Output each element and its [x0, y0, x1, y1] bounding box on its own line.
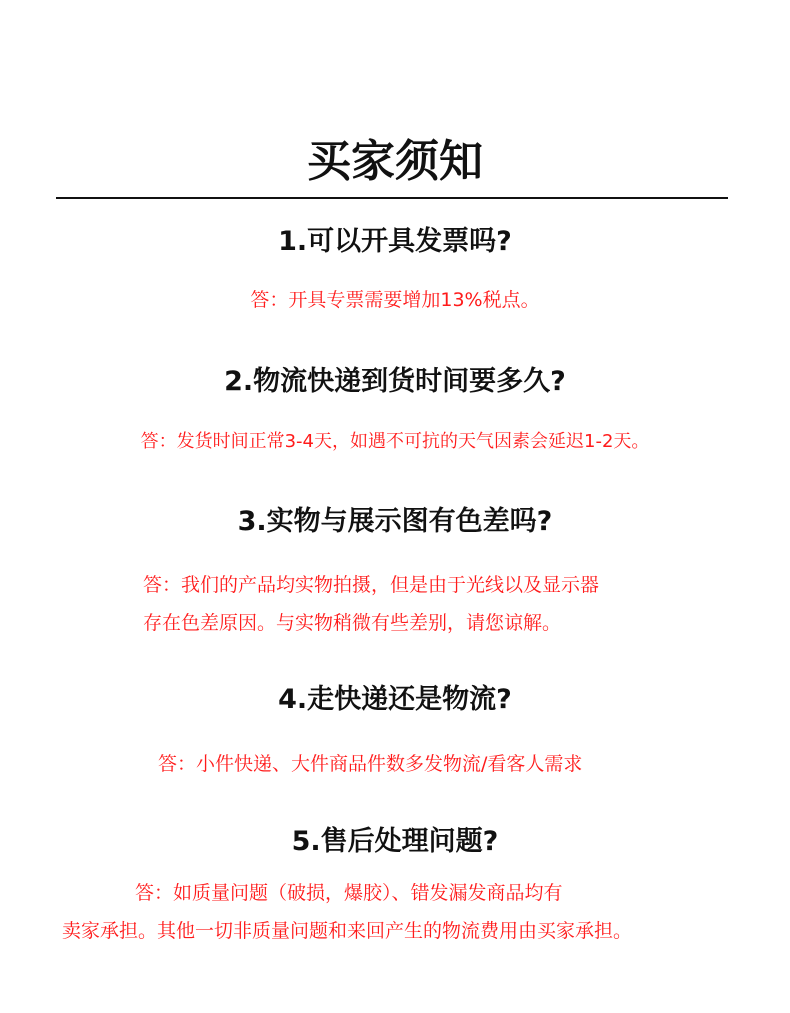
faq-answer-1: 答：开具专票需要增加13%税点。: [250, 289, 540, 311]
faq-answer-3-line-1: 答：我们的产品均实物拍摄，但是由于光线以及显示器: [143, 574, 600, 596]
faq-answer-5-line-2: 卖家承担。其他一切非质量问题和来回产生的物流费用由买家承担。: [62, 920, 633, 942]
faq-question-5: 5.售后处理问题?: [291, 826, 499, 857]
faq-question-3: 3.实物与展示图有色差吗?: [237, 506, 553, 537]
faq-answer-3-line-2: 存在色差原因。与实物稍微有些差别，请您谅解。: [143, 612, 562, 634]
page-title: 买家须知: [307, 136, 483, 187]
faq-answer-2: 答：发货时间正常3-4天，如遇不可抗的天气因素会延迟1-2天。: [140, 431, 650, 452]
faq-answer-4: 答：小件快递、大件商品件数多发物流/看客人需求: [158, 753, 583, 775]
faq-question-2: 2.物流快递到货时间要多久?: [224, 366, 566, 397]
faq-answer-5-line-1: 答：如质量问题（破损，爆胶）、错发漏发商品均有: [135, 882, 563, 904]
title-divider: [56, 197, 728, 199]
faq-question-1: 1.可以开具发票吗?: [278, 226, 512, 257]
faq-question-4: 4.走快递还是物流?: [278, 684, 512, 715]
